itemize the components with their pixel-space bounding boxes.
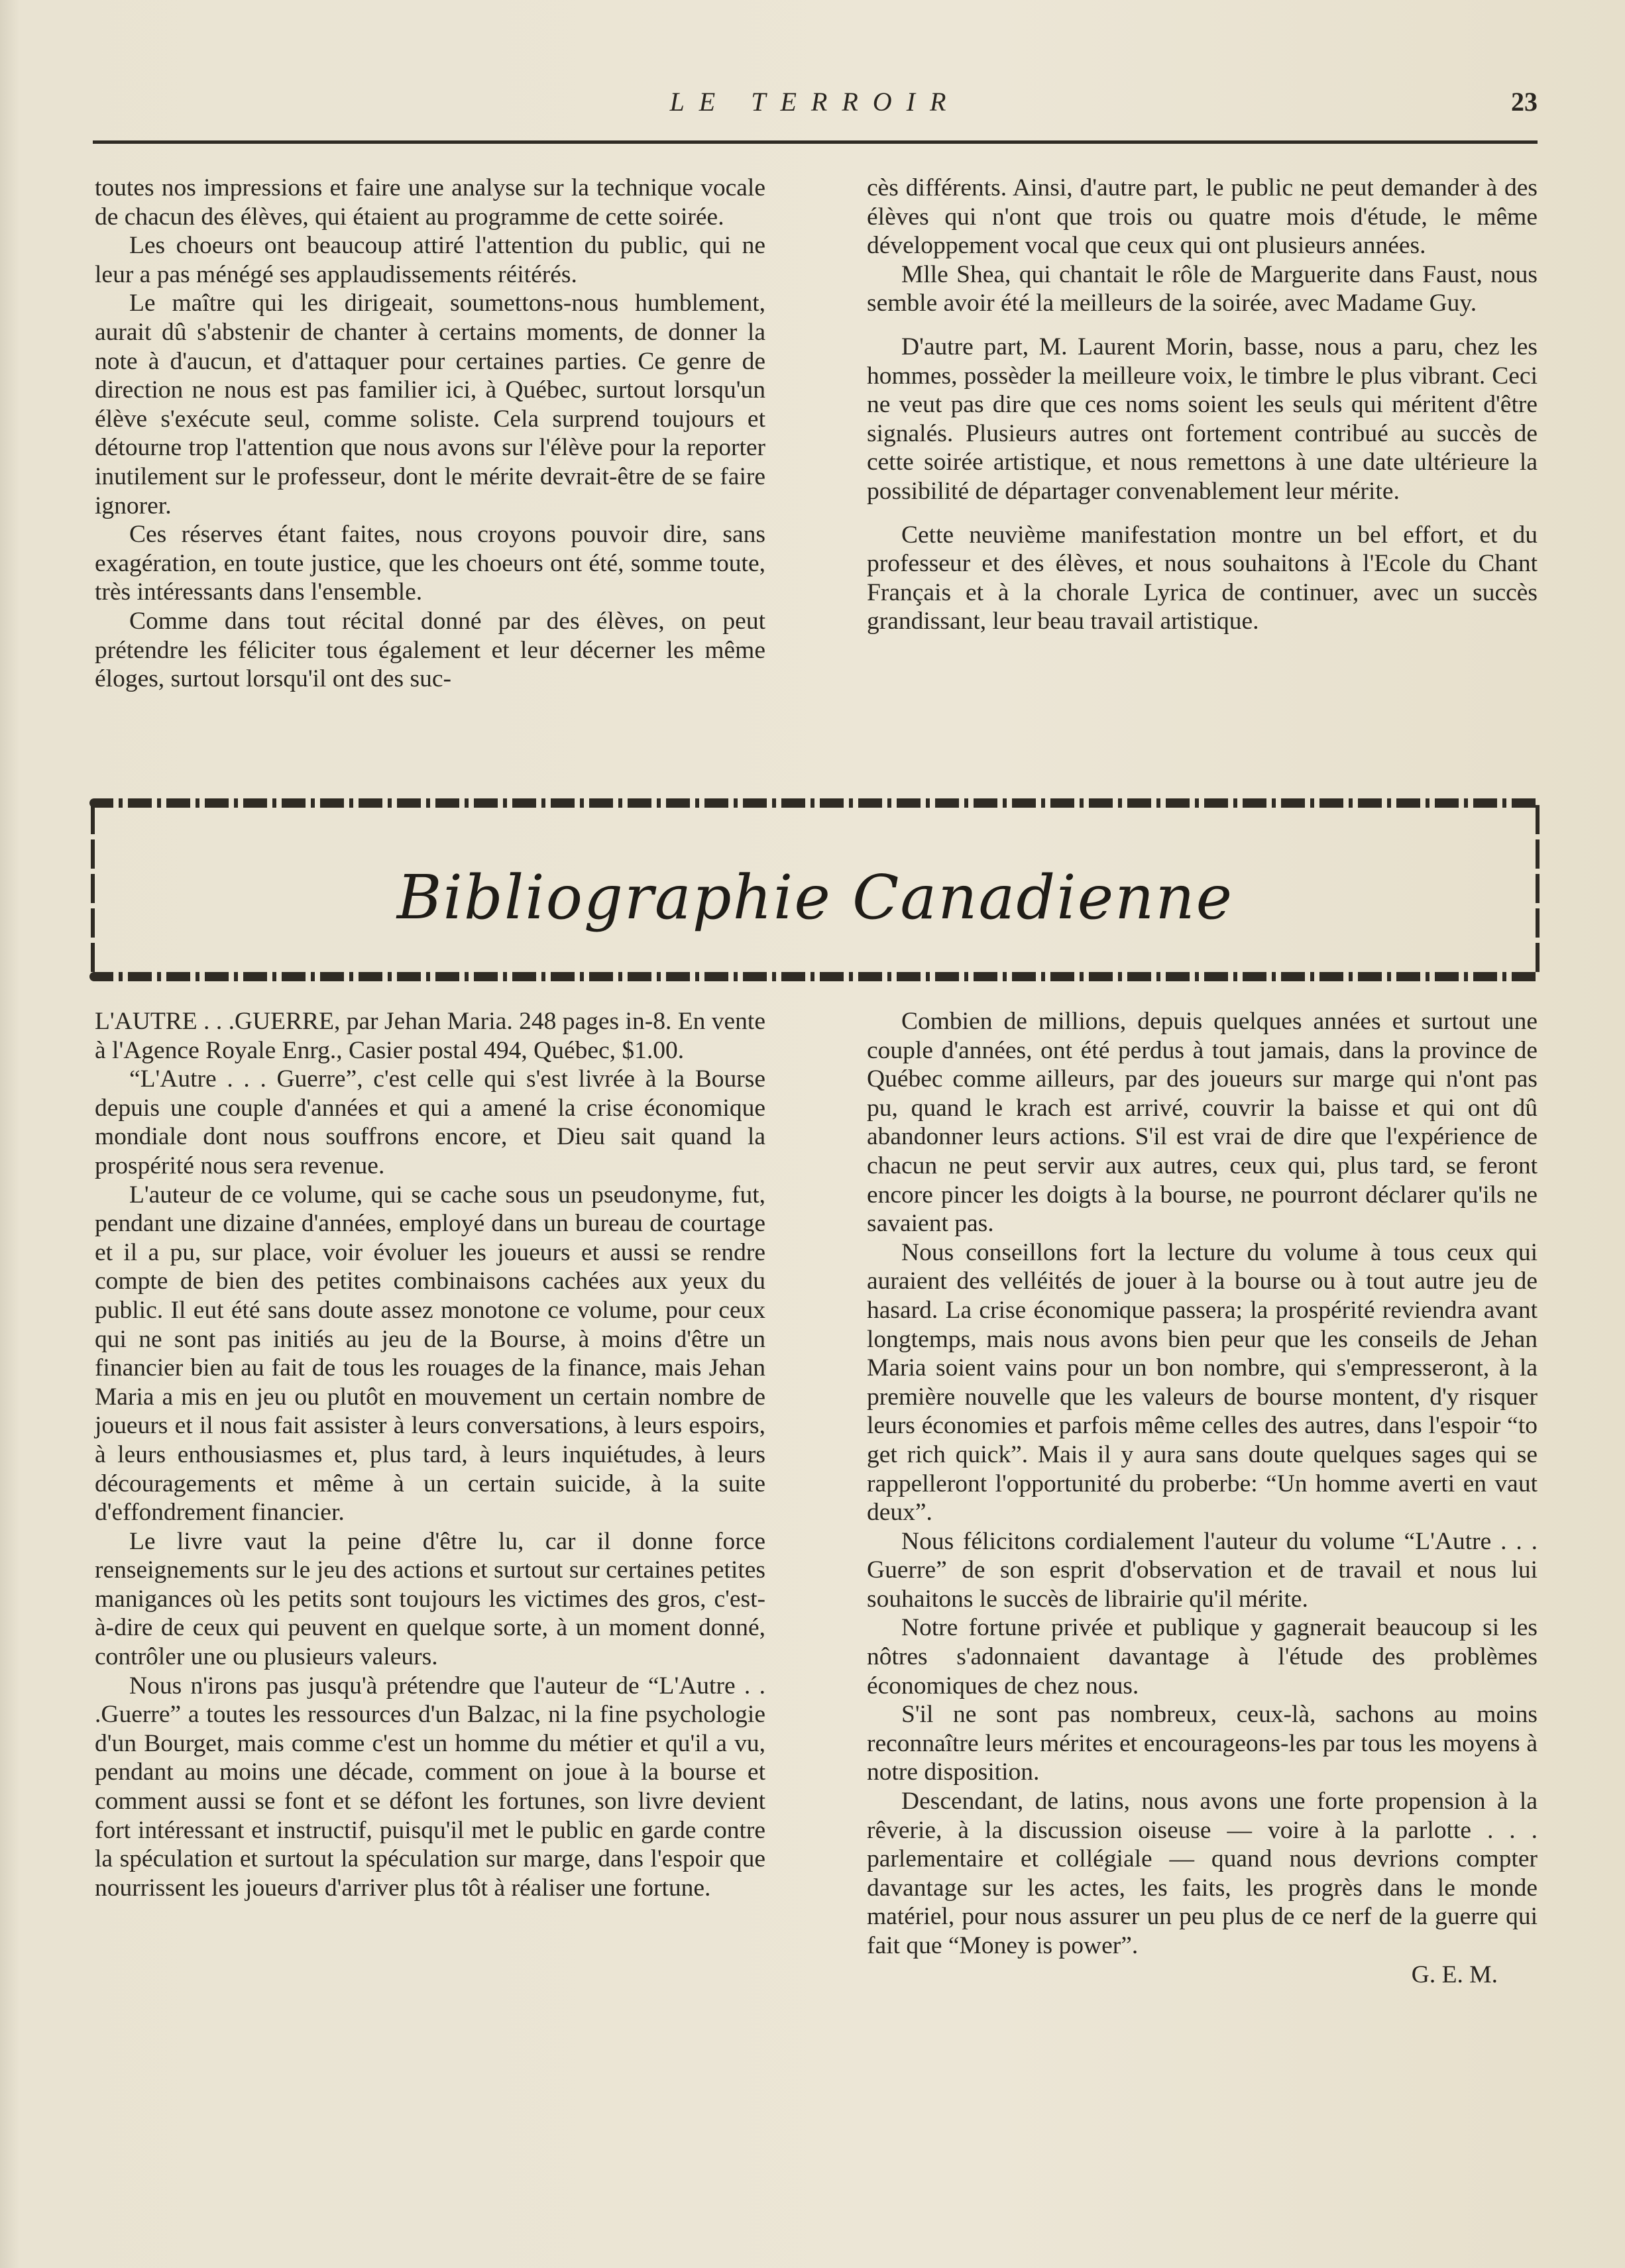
- review-column-left: [95, 1007, 765, 1902]
- running-title: LE TERROIR: [669, 87, 961, 117]
- ornamental-border-bottom: [89, 972, 1541, 981]
- paragraph: Nous conseillons fort la lecture du volume à tous ceux qui auraient des velléités de jouer à la bourse ou à tout autre jeu de hasard. La crise économique passera; la prospérité reviendra avant longtemps, mais nous avons bien peur que les conseils de Jehan Maria soient vains pour un bon nombre, qui s'empresseront, à la première nouvelle que les valeurs de bourse montent, d'y risquer leurs économies et parfois même celles des autres, dans l'espoir “to get rich quick”. Mais il y aura sans doute quelques sages qui se rappelleront l'opportunité du proberbe: “Un homme averti en vaut deux”.: [867, 1238, 1538, 1527]
- paragraph: cès différents. Ainsi, d'autre part, le public ne peut demander à des élèves qui n'ont que trois ou quatre mois d'étude, le même développement vocal que ceux qui ont plusieurs années.: [867, 174, 1538, 260]
- paragraph: L'AUTRE . . .GUERRE, par Jehan Maria. 248 pages in-8. En vente à l'Agence Royale Enrg., Casier postal 494, Québec, $1.00.: [95, 1008, 765, 1064]
- paragraph: Cette neuvième manifestation montre un bel effort, et du professeur et des élèves, et nous souhaitons à l'Ecole du Chant Français et à la chorale Lyrica de continuer, avec un succès grandissant, leur beau travail artistique.: [867, 521, 1538, 635]
- section-title: Bibliographie Canadienne: [396, 862, 1234, 933]
- paragraph: S'il ne sont pas nombreux, ceux-là, sachons au moins reconnaître leurs mérites et encourageons-les par tous les moyens à notre disposition.: [867, 1701, 1538, 1786]
- paragraph: D'autre part, M. Laurent Morin, basse, nous a paru, chez les hommes, possèder la meilleure voix, le timbre le plus vibrant. Ceci ne veut pas dire que ces noms soient les seuls qui méritent d'être signalés. Plusieurs autres ont fortement contribué au succès de cette soirée artistique, et nous remettons à une date ultérieure la possibilité de départager convenablement leur mérite.: [867, 333, 1538, 505]
- paragraph: Nous félicitons cordialement l'auteur du volume “L'Autre . . . Guerre” de son esprit d'observation et de travail et nous lui souhaitons le succès de librairie qu'il mérite.: [867, 1527, 1538, 1613]
- paragraph: “L'Autre . . . Guerre”, c'est celle qui s'est livrée à la Bourse depuis une couple d'années et qui a amené la crise économique mondiale dont nous souffrons encore, et Dieu sait quand la prospérité nous sera revenue.: [95, 1065, 765, 1179]
- paragraph: Descendant, de latins, nous avons une forte propension à la rêverie, à la discussion oiseuse — voire à la parlotte . . . parlementaire et collégiale — quand nous devrions compter davantage sur les actes, les faits, les progrès dans le monde matériel, pour nous assurer un peu plus de ce nerf de la guerre qui fait que “Money is power”.: [867, 1788, 1538, 1959]
- paragraph: Mlle Shea, qui chantait le rôle de Marguerite dans Faust, nous semble avoir été la meilleurs de la soirée, avec Madame Guy.: [867, 260, 1538, 317]
- paragraph: Nous n'irons pas jusqu'à prétendre que l'auteur de “L'Autre . . .Guerre” a toutes les ressources d'un Balzac, ni la fine psychologie d'un Bourget, mais comme c'est un homme du métier et qu'il a vu, pendant au moins une décade, comment on joue à la bourse et comment aussi se font et se défont les fortunes, son livre devient fort intéressant et instructif, puisqu'il met le public en garde contre la spéculation et surtout la spéculation sur marge, dans l'espoir que nourrissent les joueurs d'arriver plus tôt à réaliser une fortune.: [95, 1672, 765, 1902]
- page-number: 23: [1511, 87, 1538, 117]
- paragraph: Le livre vaut la peine d'être lu, car il donne force renseignements sur le jeu des actions et surtout sur certaines petites manigances où les petits sont toujours les victimes des gros, c'est-à-dire de ceux qui peuvent en quelque sorte, à un moment donné, contrôler une ou plusieurs valeurs.: [95, 1527, 765, 1671]
- ornamental-border-top: [89, 798, 1541, 808]
- paragraph: Combien de millions, depuis quelques années et surtout une couple d'années, ont été perdus à tout jamais, dans la province de Québec comme ailleurs, par des joueurs sur marge qui n'ont pas pu, quand le krach est arrivé, couvrir la baisse et qui ont dû abandonner leurs actions. S'il est vrai de dire que l'expérience de chacun ne peut servir aux autres, ceux qui, plus tard, se feront encore pincer les doigts à la bourse, ne pourront déclarer qu'ils ne savaient pas.: [867, 1008, 1538, 1238]
- article-column-top-right: [867, 174, 1538, 636]
- paragraph: Les choeurs ont beaucoup attiré l'attention du public, qui ne leur a pas ménégé ses applaudissements réitérés.: [95, 232, 765, 288]
- review-column-right: [867, 1007, 1538, 1989]
- paragraph: toutes nos impressions et faire une analyse sur la technique vocale de chacun des élèves, qui étaient au programme de cette soirée.: [95, 174, 765, 231]
- paragraph: Le maître qui les dirigeait, soumettons-nous humblement, aurait dû s'abstenir de chanter à certains moments, de donner la note à d'aucun, et d'attaquer pour certaines parties. Ce genre de direction ne nous est pas familier ici, à Québec, surtout lorsqu'un élève s'exécute seul, comme soliste. Cela surprend toujours et détourne trop l'attention que nous avons sur l'élève pour la reporter inutilement sur le professeur, dont le mérite devrait-être de se faire ignorer.: [95, 290, 765, 519]
- header-rule: [93, 140, 1538, 144]
- paragraph: Notre fortune privée et publique y gagnerait beaucoup si les nôtres s'adonnaient davantage à l'étude des problèmes économiques de chez nous.: [867, 1614, 1538, 1700]
- author-signature: G. E. M.: [1411, 1961, 1498, 1988]
- paragraph: L'auteur de ce volume, qui se cache sous un pseudonyme, fut, pendant une dizaine d'années, employé dans un bureau de courtage et il a pu, sur place, voir évoluer les joueurs et aussi se rendre compte de bien des petites combinaisons cachées aux yeux du public. Il eut été sans doute assez monotone ce volume, pour ceux qui ne sont pas initiés au jeu de la Bourse, à moins d'être un financier bien au fait de tous les rouages de la finance, mais Jehan Maria a mis en jeu ou plutôt en mouvement un certain nombre de joueurs et il nous fait assister à leurs conversations, à leurs espoirs, à leurs enthousiasmes et, plus tard, à leurs inquiétudes, à leurs découragements et même à un certain suicide, à la suite d'effondrement financier.: [95, 1181, 765, 1527]
- section-heading-frame: [89, 798, 1541, 981]
- paragraph: Comme dans tout récital donné par des élèves, on peut prétendre les féliciter tous également et leur décerner les même éloges, surtout lorsqu'il ont des suc-: [95, 607, 765, 693]
- article-column-top-left: [95, 174, 765, 694]
- page-header: [93, 86, 1538, 126]
- paragraph: Ces réserves étant faites, nous croyons pouvoir dire, sans exagération, en toute justice, que les choeurs ont été, somme toute, très intéressants dans l'ensemble.: [95, 521, 765, 606]
